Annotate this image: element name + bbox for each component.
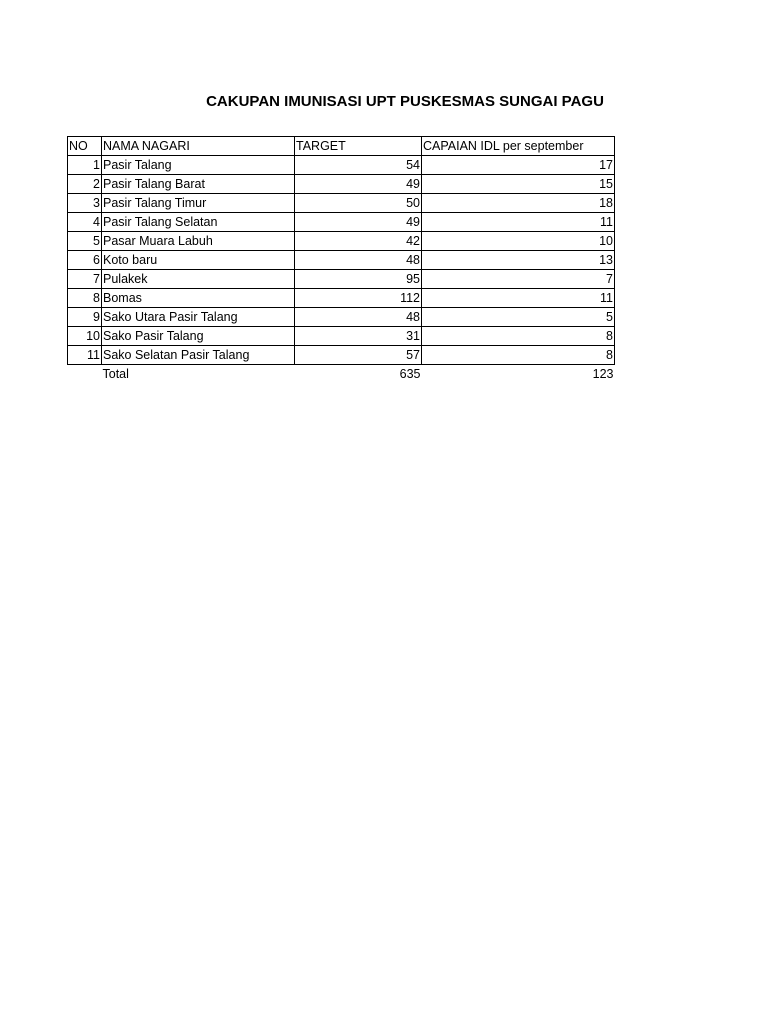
page-title: CAKUPAN IMUNISASI UPT PUSKESMAS SUNGAI PAGU — [206, 93, 604, 110]
cell-name: Bomas — [102, 289, 295, 308]
cell-name: Koto baru — [102, 251, 295, 270]
total-label: Total — [102, 367, 129, 381]
cell-no: 5 — [68, 232, 102, 251]
cell-no: 11 — [68, 346, 102, 365]
cell-capaian: 17 — [422, 156, 615, 175]
cell-no: 7 — [68, 270, 102, 289]
cell-target: 95 — [295, 270, 422, 289]
table-row — [68, 213, 615, 232]
cell-target: 48 — [295, 308, 422, 327]
table-row — [68, 194, 615, 213]
cell-name: Pasir Talang Selatan — [102, 213, 295, 232]
cell-target: 31 — [295, 327, 422, 346]
cell-capaian: 11 — [422, 289, 615, 308]
header-capaian: CAPAIAN IDL per september — [422, 137, 615, 156]
cell-no: 10 — [68, 327, 102, 346]
cell-capaian: 11 — [422, 213, 615, 232]
total-row — [68, 365, 615, 384]
cell-capaian: 15 — [422, 175, 615, 194]
cell-capaian: 13 — [422, 251, 615, 270]
cell-name: Pasir Talang — [102, 156, 295, 175]
table-row — [68, 175, 615, 194]
cell-name: Pasir Talang Timur — [102, 194, 295, 213]
total-spacer — [68, 365, 102, 384]
cell-capaian: 10 — [422, 232, 615, 251]
cell-target: 48 — [295, 251, 422, 270]
cell-target: 54 — [295, 156, 422, 175]
header-target: TARGET — [295, 137, 422, 156]
table-row — [68, 346, 615, 365]
cell-no: 2 — [68, 175, 102, 194]
cell-target: 57 — [295, 346, 422, 365]
total-target: 635 — [399, 367, 421, 381]
cell-target: 49 — [295, 213, 422, 232]
table-header-row — [68, 137, 615, 156]
cell-name: Sako Selatan Pasir Talang — [102, 346, 295, 365]
cell-capaian: 18 — [422, 194, 615, 213]
cell-target: 42 — [295, 232, 422, 251]
cell-target: 49 — [295, 175, 422, 194]
header-nama-nagari: NAMA NAGARI — [102, 137, 295, 156]
total-capaian: 123 — [592, 367, 614, 381]
table-row — [68, 156, 615, 175]
cell-no: 9 — [68, 308, 102, 327]
table-row — [68, 232, 615, 251]
cell-name: Sako Utara Pasir Talang — [102, 308, 295, 327]
table-row — [68, 308, 615, 327]
table-row — [68, 251, 615, 270]
cell-capaian: 5 — [422, 308, 615, 327]
cell-target: 50 — [295, 194, 422, 213]
table-row — [68, 327, 615, 346]
table-row — [68, 289, 615, 308]
cell-name: Pasir Talang Barat — [102, 175, 295, 194]
header-no: NO — [68, 137, 102, 156]
cell-no: 6 — [68, 251, 102, 270]
table-row — [68, 270, 615, 289]
cell-name: Pulakek — [102, 270, 295, 289]
cell-no: 8 — [68, 289, 102, 308]
cell-target: 112 — [295, 289, 422, 308]
cell-capaian: 7 — [422, 270, 615, 289]
cell-name: Pasar Muara Labuh — [102, 232, 295, 251]
cell-no: 3 — [68, 194, 102, 213]
cell-capaian: 8 — [422, 327, 615, 346]
cell-no: 4 — [68, 213, 102, 232]
cell-no: 1 — [68, 156, 102, 175]
cell-name: Sako Pasir Talang — [102, 327, 295, 346]
immunization-table — [67, 136, 615, 383]
cell-capaian: 8 — [422, 346, 615, 365]
